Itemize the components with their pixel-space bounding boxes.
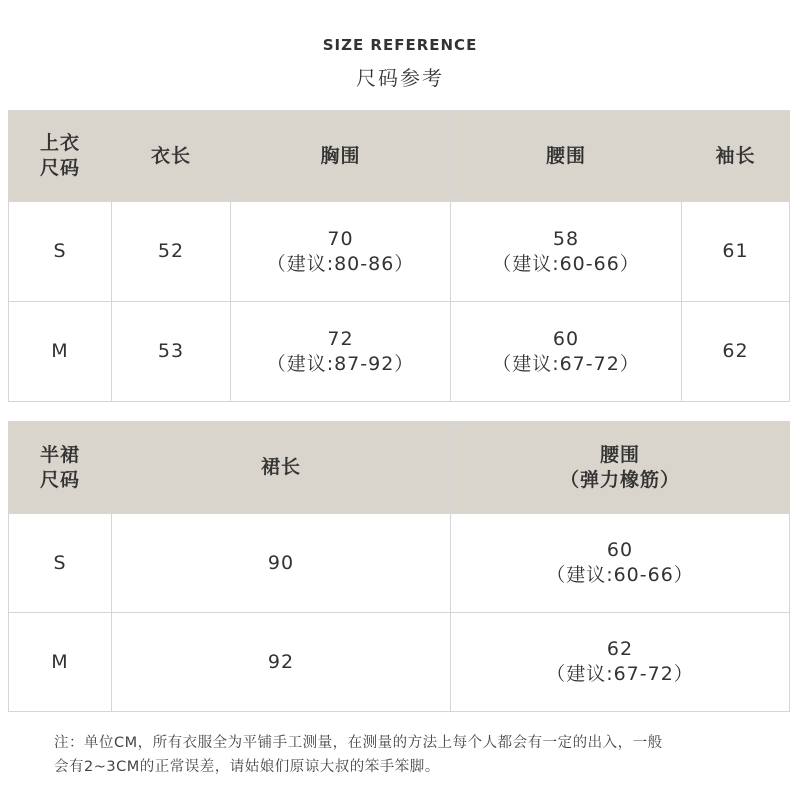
cell-size: S [9,202,112,302]
cell-skirt-length: 90 [112,514,451,613]
cell-skirt-waist: 62 （建议:67-72） [451,613,790,712]
cell-size: S [9,514,112,613]
table-header-row [9,422,790,514]
cell-skirt-waist: 60 （建议:60-66） [451,514,790,613]
header-skirt-length: 裙长 [112,422,451,514]
table-row [9,302,790,402]
header-chest: 胸围 [231,111,451,202]
footnote-line-1: 注：单位CM，所有衣服全为平铺手工测量，在测量的方法上每个人都会有一定的出入，一般 [54,735,663,751]
table-row [9,613,790,712]
cell-size: M [9,302,112,402]
footnote-line-2: 会有2~3CM的正常误差，请姑娘们原谅大叔的笨手笨脚。 [54,759,440,775]
footnote [54,731,759,779]
header-top-size: 上衣 尺码 [9,111,112,202]
skirt-size-table [8,421,790,712]
cell-size: M [9,613,112,712]
cell-waist: 60 （建议:67-72） [451,302,682,402]
title-chinese: 尺码参考 [356,66,444,90]
table-row [9,514,790,613]
cell-length: 52 [112,202,231,302]
cell-waist: 58 （建议:60-66） [451,202,682,302]
header-waist: 腰围 [451,111,682,202]
cell-sleeve: 61 [682,202,790,302]
header-length: 衣长 [112,111,231,202]
header-sleeve: 袖长 [682,111,790,202]
top-size-table [8,110,790,402]
table-row [9,202,790,302]
title-english: SIZE REFERENCE [322,36,478,54]
table-header-row [9,111,790,202]
header-skirt-size: 半裙 尺码 [9,422,112,514]
cell-length: 53 [112,302,231,402]
cell-chest: 72 （建议:87-92） [231,302,451,402]
cell-chest: 70 （建议:80-86） [231,202,451,302]
cell-skirt-length: 92 [112,613,451,712]
cell-sleeve: 62 [682,302,790,402]
header-skirt-waist: 腰围 （弹力橡筋） [451,422,790,514]
